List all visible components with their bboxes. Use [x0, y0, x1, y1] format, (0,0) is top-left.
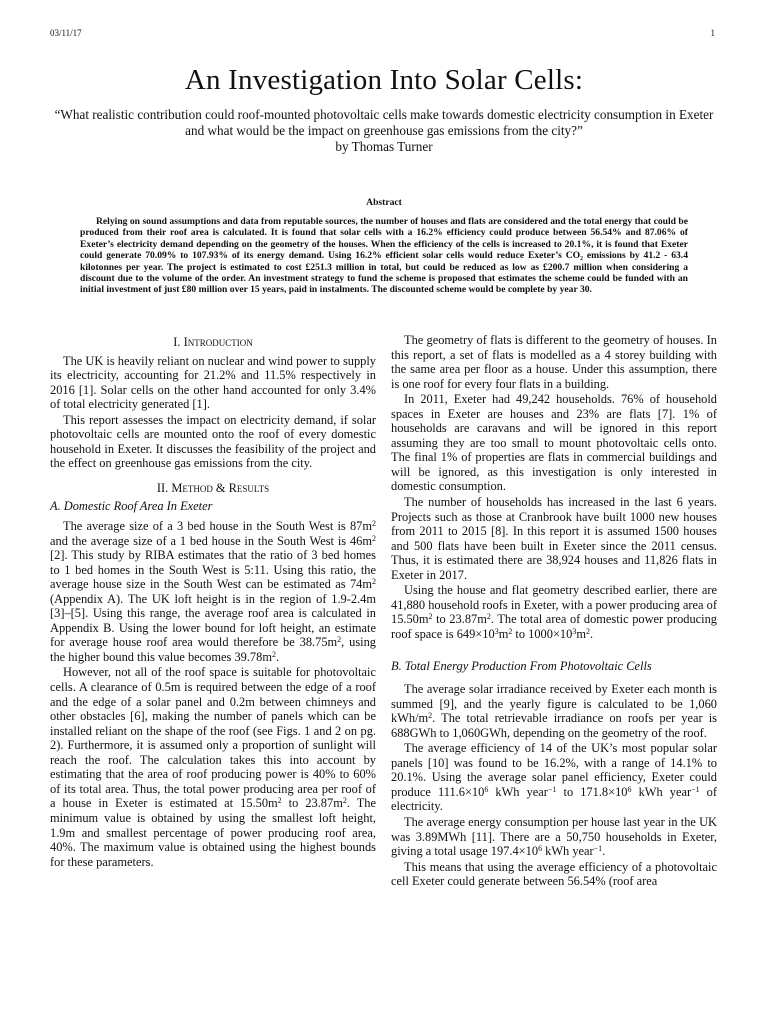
subsection-heading-roof-area: A. Domestic Roof Area In Exeter: [50, 499, 213, 514]
consumption-paragraph: The average energy consumption per house last year in the UK was 3.89MWh [11]. There are a 50,750 households in Exeter, giving a total usage $197.4\times 10^6$ kWh year$^{-1}$.: [391, 814, 717, 859]
section-heading-introduction: I. Introduction: [173, 335, 253, 349]
intro-paragraph-1: The UK is heavily reliant on nuclear and wind power to supply its electricity, accounting for 21.2% and 11.5% respectively in 2016 [1]. Solar cells on the other hand accounted for only 3.4% of total electricity generated [1].: [50, 353, 376, 412]
page-number: 1: [710, 28, 715, 38]
generation-paragraph: This means that using the average efficiency of a photovoltaic cell Exeter could generate between 56.54% (roof area: [391, 859, 717, 889]
households-paragraph: In 2011, Exeter had 49,242 households. 76% of household spaces in Exeter are houses and 23% are flats [7]. 1% of households are caravans and will be ignored in this report assuming they are too small to mount photovoltaic cells onto. The final 1% of properties are flats in commercial buildings and will be ignored, as this investigation is only interested in domestic consumption.: [391, 392, 717, 494]
subsection-heading-energy-production: B. Total Energy Production From Photovoltaic Cells: [391, 659, 652, 674]
left-column: [50, 333, 376, 870]
question-text: “What realistic contribution could roof-mounted photovoltaic cells make towards domestic electricity consumption in Exeter and what would be the impact on greenhouse gas emissions from the city?”: [54, 107, 714, 138]
paper-title: An Investigation Into Solar Cells:: [184, 64, 584, 96]
right-column: [391, 333, 717, 890]
section-heading-method: II. Method & Results: [156, 480, 270, 495]
research-question: [50, 107, 718, 155]
roof-area-paragraph-2: However, not all of the roof space is suitable for photovoltaic cells. A clearance of 0.5m is required between the edge of a roof and the edge of a solar panel and 0.2m between chimneys and other obstacles [6], making the number of panels which can be installed reliant on the shape of the roof (see Figs. 1 and 2 on pg. 2). Furthermore, it is assumed only a proportion of sunlight will reach the roof. The calculation takes this into account by estimating that the area of roof producing power is 40% to 60% of its total area. Thus, the total power producing area per roof of a house in Exeter is estimated at $15.50m^2$ to $23.87m^2$. The minimum value is obtained by using the smallest loft height, 1.9m and smallest percentage of power producing roof area, 40%. The maximum value is obtained using the highest bounds for these parameters.: [50, 665, 376, 869]
roof-count-paragraph: Using the house and flat geometry described earlier, there are 41,880 household roofs in Exeter, with a power producing area of $15.50m^2$ to $23.87m^2$. The total area of domestic power producing roof space is $649\times 10^3m^2$ to $1000\times 10^3m^2$.: [391, 583, 717, 641]
household-growth-paragraph: The number of households has increased in the last 6 years. Projects such as those at Cranbrook have built 1000 new houses from 2011 to 2015 [8]. In this report it is assumed 1500 houses and 500 flats have been built in Exeter since the 2011 census. Thus, it is estimated there are 38,924 houses and 11,826 flats in Exeter in 2017.: [391, 495, 717, 582]
intro-paragraph-2: This report assesses the impact on electricity demand, if solar photovoltaic cells are mounted onto the roof of every domestic household in Exeter. It discusses the feasibility of the project and the effect on greenhouse gas emissions from the city.: [50, 412, 376, 471]
flats-geometry-paragraph: The geometry of flats is different to the geometry of houses. In this report, a set of flats is modelled as a 4 storey building with the same area per floor as a house. Under this assumption, there is one roof for every four flats in a building.: [391, 333, 717, 391]
author-line: by Thomas Turner: [335, 139, 433, 154]
roof-area-paragraph-1: The average size of a 3 bed house in the South West is $87m^2$ and the average size of a 1 bed house in the South West is $46m^2$ [2]. This study by RIBA estimates that the ratio of 3 bed homes to 1 bed homes in the South West is 5:11. Using this ratio, the average house size in the South West can be estimated as $74m^2$ (Appendix A). The UK loft height is in the region of 1.9-2.4m [3]–[5]. Using this range, the average roof area is calculated in Appendix B. Using the lower bound for loft height, an estimate for average house roof area would therefore be $38.75m^2$, using the higher bound this value becomes $39.78m^2$.: [50, 519, 376, 664]
header-date: 03/11/17: [50, 28, 82, 38]
efficiency-paragraph: The average efficiency of 14 of the UK’s most popular solar panels [10] was found to be 16.2%, with a range of 14.1% to 20.1%. Using the average solar panel efficiency, Exeter could produce $111.6\times 10^6$ kWh year$^{-1}$ to $171.8\times 10^6$ kWh year$^{-1}$ of electricity.: [391, 741, 717, 814]
abstract-heading: Abstract: [366, 197, 402, 208]
abstract-text: Relying on sound assumptions and data from reputable sources, the number of houses and flats are considered and the total energy that could be produced from their roof area is calculated. It is found that solar cells with a 16.2% efficiency could produce between 56.54% and 87.06% of Exeter’s electricity demand depending on the geometry of the houses. When the efficiency of the cells is increased to 20.1%, it is found that Exeter could generate 70.09% to 107.93% of its energy demand. Using 16.2% efficient solar cells would reduce Exeter’s CO₂ emissions by 41.2 - 63.4 kilotonnes per year. The project is estimated to cost £251.3 million in total, but could be reduced as low as £200.7 million when considering a discount due to the volume of the order. An investment strategy to fund the scheme is proposed that estimates the scheme could be funded with an initial investment of just £80 million over 15 years, paid in instalments. The discounted scheme would be complete by year 30.: [80, 216, 688, 296]
irradiance-paragraph: The average solar irradiance received by Exeter each month is summed [9], and the yearly figure is calculated to be 1,060 kWh/$m^2$. The total retrievable irradiance on roofs per year is 688GWh to 1,060GWh, depending on the geometry of the roof.: [391, 682, 717, 740]
